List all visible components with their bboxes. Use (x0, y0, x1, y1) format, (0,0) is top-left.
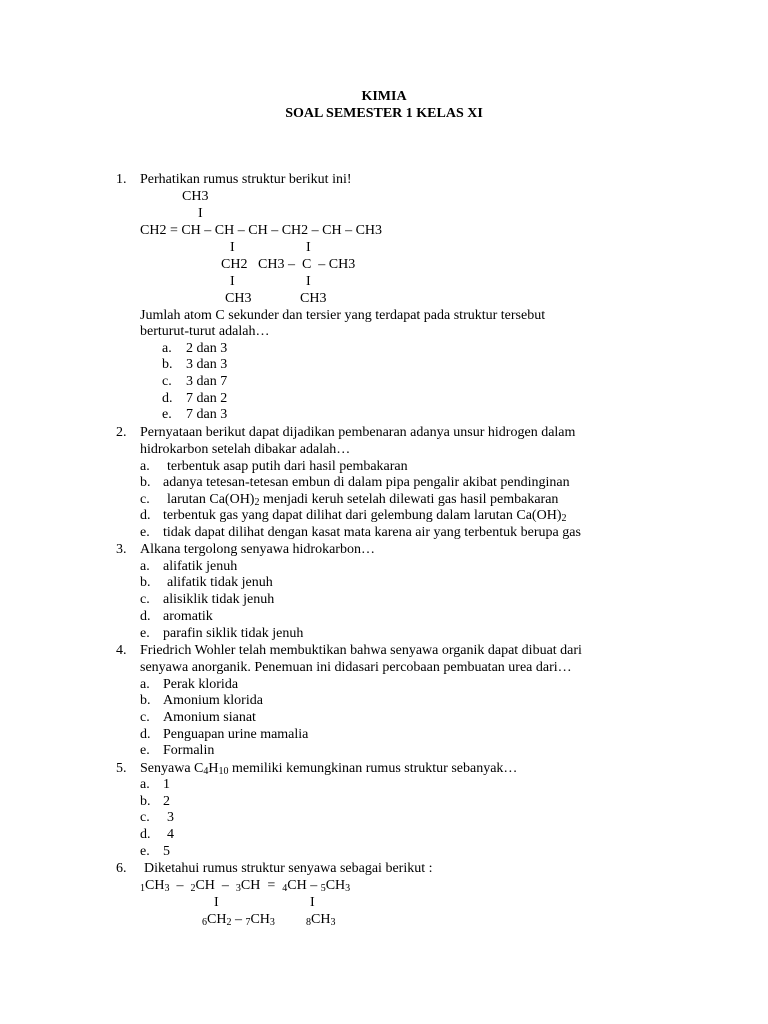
option-letter: d. (162, 391, 173, 406)
structure-bond: I (306, 240, 311, 255)
question-number: 3. (116, 542, 127, 557)
option-letter: c. (162, 374, 172, 389)
option-text: 7 dan 2 (186, 391, 228, 406)
document-subject: KIMIA (361, 89, 407, 104)
option-letter: d. (140, 508, 151, 523)
option-letter: c. (140, 810, 150, 825)
option-text: tidak dapat dilihat dengan kasat mata karena air yang terbentuk berupa gas (163, 525, 581, 540)
option-text: alifatik tidak jenuh (167, 575, 273, 590)
option-letter: a. (140, 777, 150, 792)
option-text: terbentuk asap putih dari hasil pembakaran (167, 459, 408, 474)
option-letter: c. (140, 710, 150, 725)
option-letter: e. (162, 407, 172, 422)
question-text: Pernyataan berikut dapat dijadikan pembenaran adanya unsur hidrogen dalam (140, 425, 576, 440)
structure-main-chain: $_1CH_3 - _2CH - _3CH = _4CH - _5CH_3$ (140, 878, 351, 894)
document-title: SOAL SEMESTER 1 KELAS XI (285, 106, 483, 121)
structure-branch: $_6CH_2 - _7CH_3$ (202, 912, 275, 928)
option-letter: b. (162, 357, 173, 372)
question-text: Friedrich Wohler telah membuktikan bahwa senyawa organik dapat dibuat dari (140, 643, 582, 658)
question-text: Jumlah atom C sekunder dan tersier yang terdapat pada struktur tersebut (140, 308, 546, 323)
option-letter: b. (140, 794, 151, 809)
option-letter: c. (140, 592, 150, 607)
question-number: 5. (116, 761, 127, 776)
structure-branch: $_8CH_3$ (306, 912, 336, 928)
question-number: 1. (116, 172, 127, 187)
option-text: parafin siklik tidak jenuh (163, 626, 304, 641)
option-text: Amonium sianat (163, 710, 256, 725)
option-letter: e. (140, 525, 150, 540)
option-text: aromatik (163, 609, 213, 624)
question-text: Alkana tergolong senyawa hidrokarbon… (140, 542, 375, 557)
structure-bond: I (214, 895, 219, 910)
structure-line: CH3 (225, 291, 252, 306)
option-letter: d. (140, 727, 151, 742)
question-text: Senyawa $C_4H_{10}$ memiliki kemungkinan rumus struktur sebanyak… (140, 761, 518, 777)
option-text: Formalin (163, 743, 215, 758)
option-text: Penguapan urine mamalia (163, 727, 309, 742)
option-letter: d. (140, 609, 151, 624)
option-text: 5 (163, 844, 170, 859)
option-letter: e. (140, 844, 150, 859)
option-letter: a. (140, 677, 150, 692)
option-letter: b. (140, 475, 151, 490)
option-text: 1 (163, 777, 170, 792)
question-text: hidrokarbon setelah dibakar adalah… (140, 442, 351, 457)
option-text: larutan $Ca(OH)_2$ menjadi keruh setelah dilewati gas hasil pembakaran (167, 492, 559, 508)
question-text: senyawa anorganik. Penemuan ini didasari percobaan pembuatan urea dari… (140, 660, 572, 675)
structure-line: CH2 (221, 257, 248, 272)
option-text: adanya tetesan-tetesan embun di dalam pipa pengalir akibat pendinginan (163, 475, 570, 490)
option-letter: b. (140, 575, 151, 590)
question-number: 2. (116, 425, 127, 440)
option-text: alisiklik tidak jenuh (163, 592, 275, 607)
option-letter: a. (140, 459, 150, 474)
option-text: Perak klorida (163, 677, 239, 692)
option-text: 4 (167, 827, 174, 842)
option-text: 3 dan 7 (186, 374, 228, 389)
question-text: Diketahui rumus struktur senyawa sebagai berikut : (144, 861, 433, 876)
structure-bond: I (230, 240, 235, 255)
structure-bond: I (230, 274, 235, 289)
question-text: berturut-turut adalah… (140, 324, 270, 339)
structure-line: CH3 (300, 291, 327, 306)
structure-bond: I (198, 206, 203, 221)
option-letter: e. (140, 626, 150, 641)
structure-main-chain: CH2 = CH – CH – CH – CH2 – CH – CH3 (140, 223, 383, 238)
structure-bond: I (310, 895, 315, 910)
option-letter: a. (140, 559, 150, 574)
option-letter: e. (140, 743, 150, 758)
structure-line: CH3 – C – CH3 (258, 257, 356, 272)
option-letter: d. (140, 827, 151, 842)
question-number: 4. (116, 643, 127, 658)
option-text: alifatik jenuh (163, 559, 238, 574)
question-number: 6. (116, 861, 127, 876)
option-text: 7 dan 3 (186, 407, 228, 422)
option-text: Amonium klorida (163, 693, 263, 708)
option-text: 3 (167, 810, 174, 825)
option-text: 2 (163, 794, 170, 809)
structure-bond: I (306, 274, 311, 289)
option-text: 3 dan 3 (186, 357, 228, 372)
structure-line: CH3 (182, 189, 209, 204)
question-text: Perhatikan rumus struktur berikut ini! (140, 172, 352, 187)
option-letter: c. (140, 492, 150, 507)
option-letter: a. (162, 341, 172, 356)
option-text: 2 dan 3 (186, 341, 228, 356)
option-text: terbentuk gas yang dapat dilihat dari gelembung dalam larutan $Ca(OH)_2$ (163, 508, 567, 524)
option-letter: b. (140, 693, 151, 708)
